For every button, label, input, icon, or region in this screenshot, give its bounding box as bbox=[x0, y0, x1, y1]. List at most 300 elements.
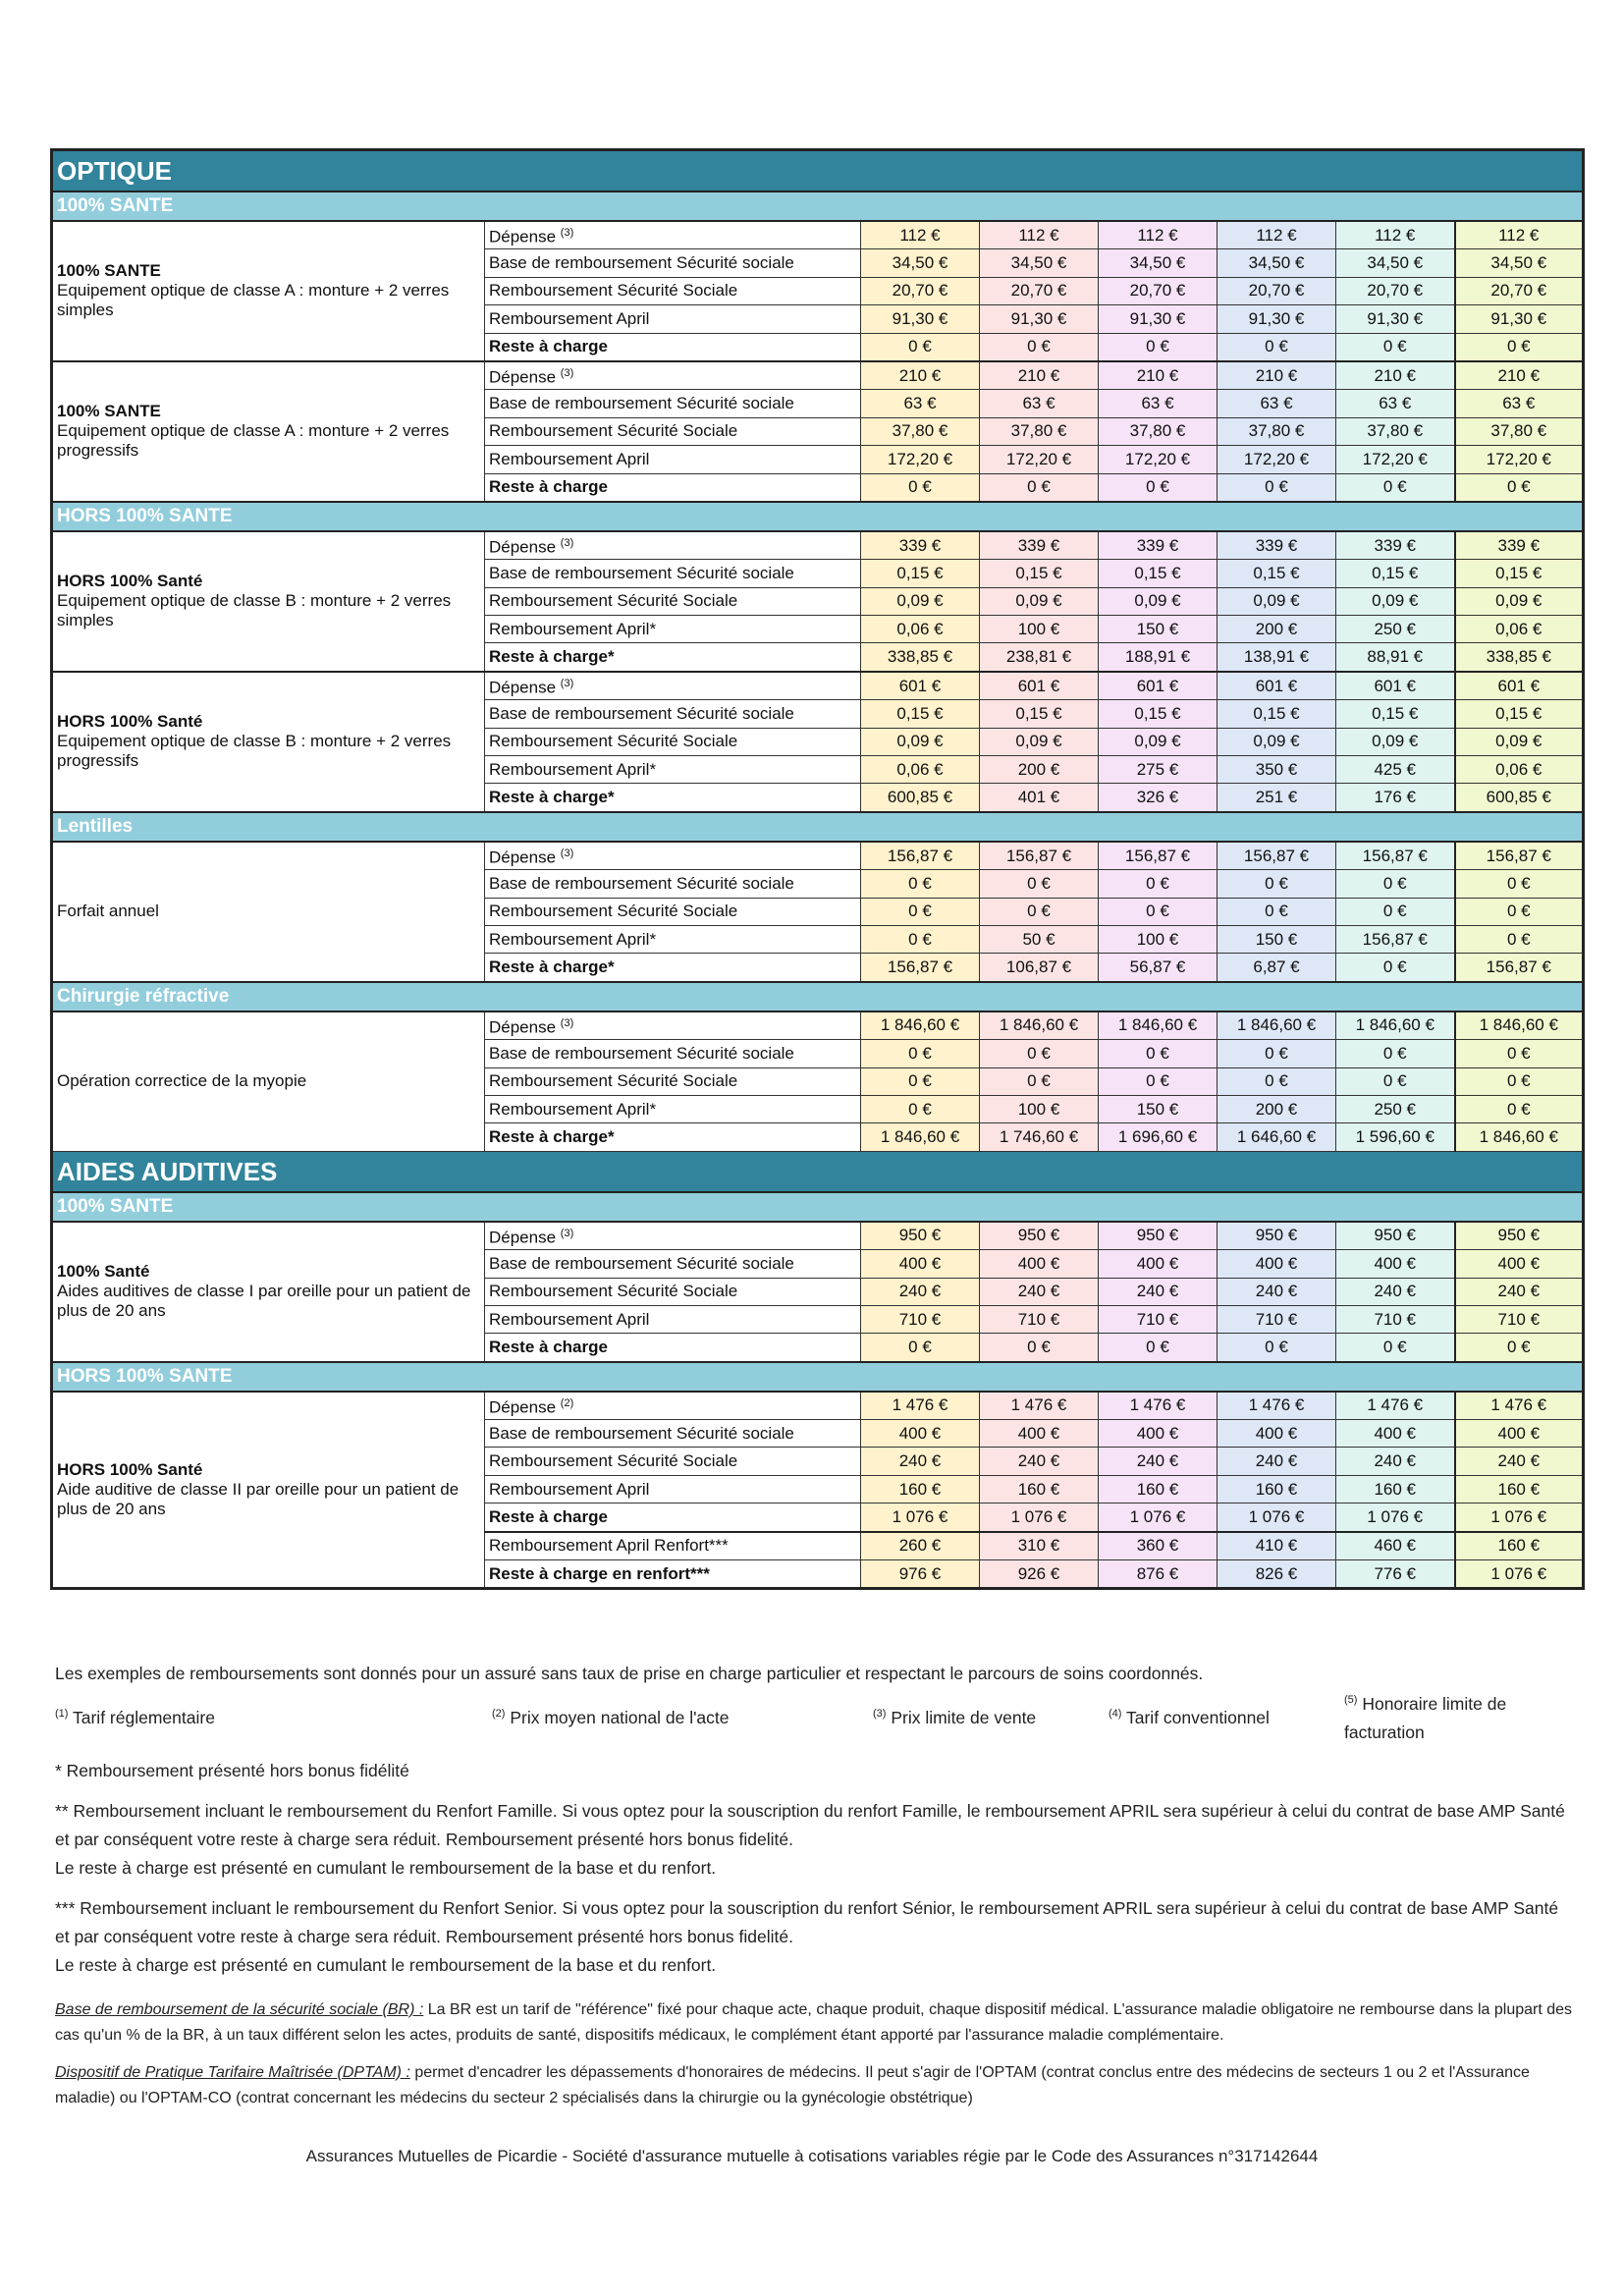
value-cell: 1 846,60 € bbox=[1099, 1011, 1218, 1040]
subsection-title: Lentilles bbox=[52, 812, 1584, 842]
row-label bbox=[485, 616, 861, 643]
footnote-ref: (3) bbox=[560, 1228, 574, 1240]
value-cell: 710 € bbox=[1455, 1305, 1584, 1333]
row-label bbox=[485, 1011, 861, 1040]
row-label-text: Remboursement April* bbox=[489, 1099, 657, 1119]
row-label-text: Base de remboursement Sécurité sociale bbox=[489, 394, 794, 413]
value-cell: 172,20 € bbox=[980, 446, 1099, 473]
row-label bbox=[485, 1503, 861, 1532]
row-label-text: Reste à charge* bbox=[489, 1127, 615, 1147]
value-cell: 0,06 € bbox=[861, 756, 980, 784]
value-cell: 0 € bbox=[980, 333, 1099, 361]
value-cell: 310 € bbox=[980, 1532, 1099, 1560]
value-cell: 0,15 € bbox=[1099, 700, 1218, 728]
value-cell: 0 € bbox=[1099, 473, 1218, 502]
row-label-text: Remboursement Sécurité Sociale bbox=[489, 1282, 738, 1301]
reimbursement-table-container bbox=[50, 148, 1582, 1590]
value-cell: 1 846,60 € bbox=[1455, 1011, 1584, 1040]
row-label-text: Base de remboursement Sécurité sociale bbox=[489, 703, 794, 723]
value-cell: 601 € bbox=[1455, 672, 1584, 700]
value-cell: 240 € bbox=[980, 1448, 1099, 1475]
value-cell: 339 € bbox=[1455, 531, 1584, 560]
value-cell: 339 € bbox=[1336, 531, 1455, 560]
value-cell: 37,80 € bbox=[1455, 417, 1584, 445]
value-cell: 410 € bbox=[1218, 1532, 1336, 1560]
value-cell: 91,30 € bbox=[1099, 305, 1218, 333]
value-cell: 37,80 € bbox=[980, 417, 1099, 445]
footnote-ref: (3) bbox=[560, 847, 574, 860]
value-cell: 150 € bbox=[1099, 1095, 1218, 1122]
reimbursement-table bbox=[50, 148, 1585, 1590]
group-heading: HORS 100% Santé bbox=[57, 572, 203, 591]
value-cell: 34,50 € bbox=[1099, 249, 1218, 277]
value-cell: 400 € bbox=[1099, 1250, 1218, 1278]
row-label-text: Dépense bbox=[489, 228, 557, 247]
value-cell: 1 646,60 € bbox=[1218, 1123, 1336, 1151]
value-cell: 1 076 € bbox=[1099, 1503, 1218, 1532]
value-cell: 1 076 € bbox=[1218, 1503, 1336, 1532]
row-label bbox=[485, 1532, 861, 1560]
notes-block bbox=[55, 1660, 1577, 2123]
row-label bbox=[485, 784, 861, 812]
value-cell: 710 € bbox=[1336, 1305, 1455, 1333]
value-cell: 210 € bbox=[1455, 361, 1584, 390]
value-cell: 950 € bbox=[1455, 1222, 1584, 1250]
row-group-description bbox=[52, 842, 485, 982]
value-cell: 0,09 € bbox=[1336, 728, 1455, 755]
value-cell: 20,70 € bbox=[1099, 277, 1218, 304]
group-description: Equipement optique de classe A : monture + 2 verres simples bbox=[57, 281, 450, 320]
footnote-ref: (3) bbox=[560, 227, 574, 240]
footnote-ref: (3) bbox=[560, 537, 574, 550]
table-row bbox=[52, 531, 1584, 560]
value-cell: 0,15 € bbox=[1455, 700, 1584, 728]
value-cell: 425 € bbox=[1336, 756, 1455, 784]
value-cell: 0 € bbox=[1336, 1040, 1455, 1067]
row-label-text: Reste à charge en renfort*** bbox=[489, 1563, 710, 1583]
section-title: AIDES AUDITIVES bbox=[52, 1151, 1584, 1192]
row-label-text: Dépense bbox=[489, 1228, 557, 1247]
value-cell: 1 746,60 € bbox=[980, 1123, 1099, 1151]
value-cell: 400 € bbox=[861, 1420, 980, 1448]
value-cell: 0,09 € bbox=[1218, 728, 1336, 755]
value-cell: 326 € bbox=[1099, 784, 1218, 812]
value-cell: 400 € bbox=[1218, 1250, 1336, 1278]
value-cell: 188,91 € bbox=[1099, 643, 1218, 672]
row-label-text: Base de remboursement Sécurité sociale bbox=[489, 1043, 794, 1063]
value-cell: 37,80 € bbox=[861, 417, 980, 445]
row-label bbox=[485, 1067, 861, 1095]
value-cell: 251 € bbox=[1218, 784, 1336, 812]
row-label bbox=[485, 1420, 861, 1448]
value-cell: 160 € bbox=[980, 1475, 1099, 1503]
subsection-title: 100% SANTE bbox=[52, 1192, 1584, 1222]
subsection-header bbox=[52, 1362, 1584, 1392]
value-cell: 601 € bbox=[980, 672, 1099, 700]
value-cell: 20,70 € bbox=[1336, 277, 1455, 304]
row-label-text: Base de remboursement Sécurité sociale bbox=[489, 1253, 794, 1273]
group-description: Aides auditives de classe I par oreille pour un patient de plus de 20 ans bbox=[57, 1282, 471, 1321]
value-cell: 601 € bbox=[861, 672, 980, 700]
value-cell: 0 € bbox=[1336, 473, 1455, 502]
value-cell: 156,87 € bbox=[1455, 842, 1584, 870]
value-cell: 0 € bbox=[980, 1067, 1099, 1095]
value-cell: 0 € bbox=[861, 1095, 980, 1122]
value-cell: 240 € bbox=[980, 1278, 1099, 1305]
value-cell: 210 € bbox=[980, 361, 1099, 390]
value-cell: 240 € bbox=[1218, 1448, 1336, 1475]
value-cell: 1 846,60 € bbox=[861, 1123, 980, 1151]
value-cell: 160 € bbox=[1455, 1475, 1584, 1503]
value-cell: 0 € bbox=[1455, 1040, 1584, 1067]
note-star2: ** Remboursement incluant le remboursement du Renfort Famille. Si vous optez pour la souscription du renfort Famille, le remboursement APRIL sera supérieur à celui du contrat de base AMP Santé et par conséquent votre reste à charge sera réduit. Remboursement présenté hors bonus fidelité. Le reste à charge est présenté en cumulant le remboursement de la base et du renfort. bbox=[55, 1800, 1565, 1878]
row-label bbox=[485, 361, 861, 390]
row-label-text: Dépense bbox=[489, 1397, 557, 1417]
value-cell: 0 € bbox=[1218, 898, 1336, 925]
value-cell: 0 € bbox=[1099, 1334, 1218, 1362]
value-cell: 240 € bbox=[861, 1278, 980, 1305]
value-cell: 250 € bbox=[1336, 616, 1455, 643]
value-cell: 0,06 € bbox=[861, 616, 980, 643]
value-cell: 200 € bbox=[1218, 1095, 1336, 1122]
value-cell: 63 € bbox=[1099, 390, 1218, 417]
value-cell: 400 € bbox=[980, 1250, 1099, 1278]
value-cell: 0,09 € bbox=[861, 728, 980, 755]
footnote-ref: (2) bbox=[560, 1397, 574, 1410]
footnote-legend bbox=[55, 1693, 1587, 1747]
value-cell: 240 € bbox=[1455, 1448, 1584, 1475]
row-label-text: Remboursement Sécurité Sociale bbox=[489, 421, 738, 441]
value-cell: 34,50 € bbox=[861, 249, 980, 277]
row-group-description bbox=[52, 1011, 485, 1151]
row-label bbox=[485, 954, 861, 982]
value-cell: 0,09 € bbox=[980, 728, 1099, 755]
value-cell: 1 476 € bbox=[1336, 1392, 1455, 1420]
row-label bbox=[485, 1250, 861, 1278]
value-cell: 0 € bbox=[1455, 1334, 1584, 1362]
value-cell: 1 476 € bbox=[980, 1392, 1099, 1420]
row-label-text: Dépense bbox=[489, 847, 557, 867]
row-label-text: Remboursement April Renfort*** bbox=[489, 1536, 729, 1556]
value-cell: 20,70 € bbox=[980, 277, 1099, 304]
value-cell: 0 € bbox=[1455, 333, 1584, 361]
value-cell: 1 476 € bbox=[1218, 1392, 1336, 1420]
value-cell: 0,15 € bbox=[1218, 700, 1336, 728]
value-cell: 401 € bbox=[980, 784, 1099, 812]
row-label-text: Remboursement April bbox=[489, 1479, 650, 1499]
row-group-description bbox=[52, 1392, 485, 1589]
value-cell: 34,50 € bbox=[1218, 249, 1336, 277]
row-label-text: Remboursement April bbox=[489, 308, 650, 328]
value-cell: 100 € bbox=[980, 1095, 1099, 1122]
value-cell: 240 € bbox=[1218, 1278, 1336, 1305]
value-cell: 0,15 € bbox=[861, 700, 980, 728]
value-cell: 172,20 € bbox=[1455, 446, 1584, 473]
value-cell: 34,50 € bbox=[1336, 249, 1455, 277]
row-label-text: Reste à charge bbox=[489, 337, 608, 356]
value-cell: 156,87 € bbox=[1336, 842, 1455, 870]
group-description: Equipement optique de classe B : monture + 2 verres simples bbox=[57, 591, 452, 630]
value-cell: 0 € bbox=[1218, 1067, 1336, 1095]
note-star1: * Remboursement présenté hors bonus fidélité bbox=[55, 1760, 409, 1780]
value-cell: 275 € bbox=[1099, 756, 1218, 784]
value-cell: 160 € bbox=[1218, 1475, 1336, 1503]
value-cell: 0,06 € bbox=[1455, 756, 1584, 784]
value-cell: 150 € bbox=[1099, 616, 1218, 643]
value-cell: 826 € bbox=[1218, 1560, 1336, 1589]
row-label bbox=[485, 305, 861, 333]
value-cell: 150 € bbox=[1218, 925, 1336, 953]
row-label bbox=[485, 390, 861, 417]
row-label bbox=[485, 756, 861, 784]
row-label bbox=[485, 249, 861, 277]
value-cell: 240 € bbox=[1336, 1448, 1455, 1475]
value-cell: 0 € bbox=[1336, 1067, 1455, 1095]
row-label bbox=[485, 1278, 861, 1305]
value-cell: 976 € bbox=[861, 1560, 980, 1589]
value-cell: 400 € bbox=[861, 1250, 980, 1278]
value-cell: 0 € bbox=[861, 898, 980, 925]
value-cell: 400 € bbox=[1218, 1420, 1336, 1448]
row-label-text: Base de remboursement Sécurité sociale bbox=[489, 873, 794, 893]
value-cell: 0 € bbox=[1218, 473, 1336, 502]
row-label-text: Remboursement Sécurité Sociale bbox=[489, 732, 738, 751]
value-cell: 63 € bbox=[1336, 390, 1455, 417]
value-cell: 210 € bbox=[1099, 361, 1218, 390]
value-cell: 91,30 € bbox=[980, 305, 1099, 333]
table-row bbox=[52, 672, 1584, 700]
value-cell: 100 € bbox=[980, 616, 1099, 643]
group-description: Aide auditive de classe II par oreille pour un patient de plus de 20 ans bbox=[57, 1480, 460, 1519]
row-label-text: Remboursement Sécurité Sociale bbox=[489, 1451, 738, 1471]
footnote-1: $^{(1)}$ Tarif réglementaire bbox=[55, 1707, 215, 1727]
table-row bbox=[52, 1222, 1584, 1250]
row-label-text: Base de remboursement Sécurité sociale bbox=[489, 253, 794, 273]
value-cell: 0,15 € bbox=[861, 560, 980, 587]
value-cell: 710 € bbox=[1099, 1305, 1218, 1333]
value-cell: 601 € bbox=[1218, 672, 1336, 700]
row-label bbox=[485, 1392, 861, 1420]
row-label bbox=[485, 473, 861, 502]
row-label bbox=[485, 728, 861, 755]
row-label bbox=[485, 1040, 861, 1067]
group-description: Opération correctice de la myopie bbox=[57, 1071, 307, 1091]
value-cell: 112 € bbox=[1218, 221, 1336, 249]
value-cell: 0,15 € bbox=[1336, 700, 1455, 728]
value-cell: 88,91 € bbox=[1336, 643, 1455, 672]
value-cell: 1 476 € bbox=[1455, 1392, 1584, 1420]
value-cell: 112 € bbox=[980, 221, 1099, 249]
value-cell: 37,80 € bbox=[1336, 417, 1455, 445]
value-cell: 240 € bbox=[1336, 1278, 1455, 1305]
value-cell: 1 696,60 € bbox=[1099, 1123, 1218, 1151]
value-cell: 950 € bbox=[861, 1222, 980, 1250]
row-label-text: Reste à charge* bbox=[489, 788, 615, 807]
footnote-3: $^{(3)}$ Prix limite de vente bbox=[873, 1707, 1037, 1727]
value-cell: 0 € bbox=[1099, 1040, 1218, 1067]
row-label-text: Remboursement April* bbox=[489, 929, 657, 949]
value-cell: 210 € bbox=[1336, 361, 1455, 390]
row-label bbox=[485, 1334, 861, 1362]
value-cell: 172,20 € bbox=[1099, 446, 1218, 473]
value-cell: 100 € bbox=[1099, 925, 1218, 953]
row-label-text: Dépense bbox=[489, 678, 557, 697]
value-cell: 710 € bbox=[861, 1305, 980, 1333]
value-cell: 950 € bbox=[1218, 1222, 1336, 1250]
row-label bbox=[485, 1560, 861, 1589]
value-cell: 1 076 € bbox=[980, 1503, 1099, 1532]
value-cell: 360 € bbox=[1099, 1532, 1218, 1560]
value-cell: 210 € bbox=[861, 361, 980, 390]
value-cell: 156,87 € bbox=[1099, 842, 1218, 870]
subsection-header bbox=[52, 982, 1584, 1011]
value-cell: 339 € bbox=[980, 531, 1099, 560]
section-header bbox=[52, 150, 1584, 192]
row-label bbox=[485, 277, 861, 304]
value-cell: 240 € bbox=[1455, 1278, 1584, 1305]
subsection-title: HORS 100% SANTE bbox=[52, 502, 1584, 531]
value-cell: 0 € bbox=[861, 473, 980, 502]
value-cell: 0 € bbox=[1455, 473, 1584, 502]
row-label bbox=[485, 333, 861, 361]
row-label-text: Dépense bbox=[489, 1017, 557, 1037]
value-cell: 0,06 € bbox=[1455, 616, 1584, 643]
note-dptam: Dispositif de Pratique Tarifaire Maîtrisée (DPTAM) : permet d'encadrer les dépassements d'honoraires de médecins. Il peut s'agir de l'OPTAM (contrat conclus entre des médecins de secteurs 1 ou 2 et l'Assurance maladie) ou l'OPTAM-CO (contrat concernant les médecins du secteur 2 spécialisés dans la chirurgie ou la gynécologie obstétrique) bbox=[55, 2063, 1530, 2106]
value-cell: 91,30 € bbox=[861, 305, 980, 333]
value-cell: 1 846,60 € bbox=[1336, 1011, 1455, 1040]
value-cell: 112 € bbox=[1455, 221, 1584, 249]
value-cell: 172,20 € bbox=[1218, 446, 1336, 473]
row-label bbox=[485, 672, 861, 700]
value-cell: 400 € bbox=[1455, 1420, 1584, 1448]
value-cell: 0 € bbox=[1336, 870, 1455, 898]
value-cell: 776 € bbox=[1336, 1560, 1455, 1589]
value-cell: 20,70 € bbox=[1218, 277, 1336, 304]
row-label bbox=[485, 870, 861, 898]
value-cell: 0 € bbox=[1218, 333, 1336, 361]
value-cell: 0 € bbox=[980, 1334, 1099, 1362]
value-cell: 710 € bbox=[1218, 1305, 1336, 1333]
value-cell: 20,70 € bbox=[1455, 277, 1584, 304]
row-group-description bbox=[52, 531, 485, 672]
value-cell: 0,09 € bbox=[1099, 728, 1218, 755]
row-label-text: Reste à charge* bbox=[489, 647, 615, 667]
value-cell: 600,85 € bbox=[861, 784, 980, 812]
row-label-text: Remboursement Sécurité Sociale bbox=[489, 591, 738, 611]
value-cell: 50 € bbox=[980, 925, 1099, 953]
value-cell: 0 € bbox=[861, 925, 980, 953]
footnote-ref: (3) bbox=[560, 678, 574, 690]
value-cell: 91,30 € bbox=[1218, 305, 1336, 333]
value-cell: 250 € bbox=[1336, 1095, 1455, 1122]
value-cell: 106,87 € bbox=[980, 954, 1099, 982]
value-cell: 601 € bbox=[1099, 672, 1218, 700]
row-label bbox=[485, 417, 861, 445]
value-cell: 0 € bbox=[1336, 1334, 1455, 1362]
value-cell: 0 € bbox=[980, 1040, 1099, 1067]
value-cell: 1 596,60 € bbox=[1336, 1123, 1455, 1151]
value-cell: 876 € bbox=[1099, 1560, 1218, 1589]
value-cell: 6,87 € bbox=[1218, 954, 1336, 982]
value-cell: 260 € bbox=[861, 1532, 980, 1560]
row-group-description bbox=[52, 221, 485, 361]
value-cell: 0 € bbox=[1336, 333, 1455, 361]
value-cell: 400 € bbox=[1099, 1420, 1218, 1448]
row-label bbox=[485, 925, 861, 953]
row-label bbox=[485, 1305, 861, 1333]
value-cell: 710 € bbox=[980, 1305, 1099, 1333]
subsection-header bbox=[52, 502, 1584, 531]
subsection-title: Chirurgie réfractive bbox=[52, 982, 1584, 1011]
value-cell: 400 € bbox=[1336, 1250, 1455, 1278]
value-cell: 156,87 € bbox=[861, 954, 980, 982]
value-cell: 0,09 € bbox=[1099, 587, 1218, 615]
value-cell: 34,50 € bbox=[1455, 249, 1584, 277]
value-cell: 0,09 € bbox=[1455, 728, 1584, 755]
value-cell: 400 € bbox=[980, 1420, 1099, 1448]
value-cell: 1 076 € bbox=[1455, 1503, 1584, 1532]
row-label bbox=[485, 898, 861, 925]
value-cell: 0 € bbox=[1099, 333, 1218, 361]
value-cell: 0 € bbox=[861, 1334, 980, 1362]
value-cell: 172,20 € bbox=[1336, 446, 1455, 473]
footnote-2: $^{(2)}$ Prix moyen national de l'acte bbox=[492, 1707, 730, 1727]
row-label bbox=[485, 560, 861, 587]
table-row bbox=[52, 1011, 1584, 1040]
group-heading: 100% Santé bbox=[57, 1262, 150, 1282]
row-label bbox=[485, 643, 861, 672]
row-label-text: Remboursement Sécurité Sociale bbox=[489, 1071, 738, 1091]
row-label-text: Reste à charge bbox=[489, 477, 608, 497]
value-cell: 200 € bbox=[1218, 616, 1336, 643]
value-cell: 350 € bbox=[1218, 756, 1336, 784]
table-row bbox=[52, 361, 1584, 390]
value-cell: 0,09 € bbox=[1455, 587, 1584, 615]
footnote-ref: (3) bbox=[560, 367, 574, 380]
value-cell: 0 € bbox=[1455, 925, 1584, 953]
row-label bbox=[485, 1448, 861, 1475]
group-heading: HORS 100% Santé bbox=[57, 1460, 203, 1480]
value-cell: 1 076 € bbox=[861, 1503, 980, 1532]
value-cell: 339 € bbox=[1218, 531, 1336, 560]
row-label-text: Base de remboursement Sécurité sociale bbox=[489, 1423, 794, 1443]
group-heading: 100% SANTE bbox=[57, 402, 161, 421]
value-cell: 0 € bbox=[1099, 1067, 1218, 1095]
value-cell: 601 € bbox=[1336, 672, 1455, 700]
row-label bbox=[485, 1475, 861, 1503]
row-label bbox=[485, 531, 861, 560]
value-cell: 91,30 € bbox=[1455, 305, 1584, 333]
table-row bbox=[52, 842, 1584, 870]
value-cell: 1 846,60 € bbox=[980, 1011, 1099, 1040]
value-cell: 0 € bbox=[861, 333, 980, 361]
row-label-text: Dépense bbox=[489, 537, 557, 557]
footnote-ref: (3) bbox=[560, 1017, 574, 1030]
value-cell: 0 € bbox=[861, 1067, 980, 1095]
footnote-5: $^{(5)}$ Honoraire limite de facturation bbox=[1344, 1693, 1507, 1742]
value-cell: 0 € bbox=[1336, 954, 1455, 982]
value-cell: 20,70 € bbox=[861, 277, 980, 304]
subsection-header bbox=[52, 812, 1584, 842]
value-cell: 156,87 € bbox=[1455, 954, 1584, 982]
row-label-text: Remboursement April bbox=[489, 1309, 650, 1329]
value-cell: 176 € bbox=[1336, 784, 1455, 812]
row-label-text: Remboursement Sécurité Sociale bbox=[489, 902, 738, 921]
value-cell: 0,09 € bbox=[1336, 587, 1455, 615]
value-cell: 0,09 € bbox=[980, 587, 1099, 615]
group-description: Forfait annuel bbox=[57, 902, 159, 921]
row-label bbox=[485, 842, 861, 870]
